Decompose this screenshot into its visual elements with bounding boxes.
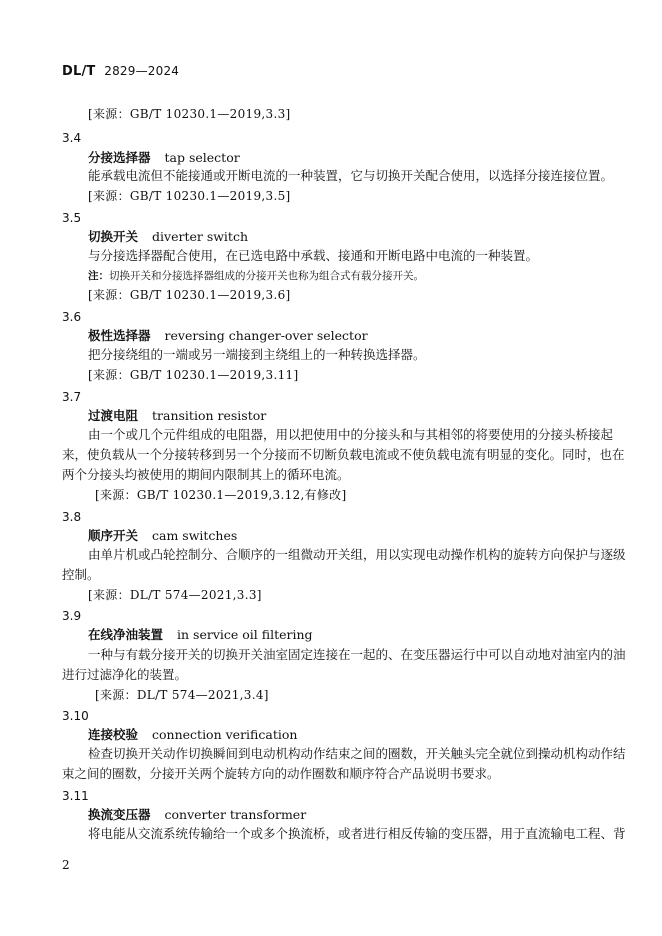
- clause-number: 3.10: [62, 709, 89, 723]
- term-zh: 连接校验: [88, 727, 139, 742]
- definition: 检查切换开关动作切换瞬间到电动机构动作结束之间的圈数，开关触头完全就位到操动机构动作结: [88, 746, 626, 761]
- note-label: 注：: [88, 270, 109, 282]
- definition: 能承载电流但不能接通或开断电流的一种装置，它与切换开关配合使用，以选择分接连接位置。: [88, 168, 614, 183]
- term-zh: 过渡电阻: [88, 408, 139, 423]
- term-en: reversing changer-over selector: [164, 328, 368, 343]
- definition-continued: 控制。: [62, 567, 100, 582]
- standard-number: 2829—2024: [104, 64, 180, 78]
- page-number: 2: [62, 858, 70, 872]
- term-en: transition resistor: [152, 408, 267, 423]
- definition-continued: 两个分接头均被使用的期间内限制其上的循环电流。: [62, 467, 350, 482]
- clause-number: 3.6: [62, 310, 82, 324]
- term-entry: [88, 727, 297, 743]
- term-entry: [88, 328, 368, 344]
- term-zh: 换流变压器: [88, 807, 151, 822]
- term-en: diverter switch: [152, 229, 249, 244]
- term-en: cam switches: [152, 528, 238, 543]
- term-en: in service oil filtering: [177, 627, 313, 642]
- term-zh: 在线净油装置: [88, 627, 164, 642]
- term-entry: [88, 627, 313, 643]
- note: [88, 268, 424, 284]
- definition: 把分接绕组的一端或另一端接到主绕组上的一种转换选择器。: [88, 347, 426, 362]
- term-en: converter transformer: [164, 807, 307, 822]
- definition-continued: 进行过滤净化的装置。: [62, 667, 188, 682]
- term-zh: 极性选择器: [88, 328, 151, 343]
- term-en: tap selector: [164, 150, 240, 165]
- clause-number: 3.8: [62, 510, 82, 524]
- definition: 将电能从交流系统传输给一个或多个换流桥，或者进行相反传输的变压器，用于直流输电工程、背: [88, 826, 626, 841]
- clause-number: 3.4: [62, 131, 82, 145]
- definition: 由一个或几个元件组成的电阻器，用以把使用中的分接头和与其相邻的将要使用的分接头桥接起: [88, 427, 614, 442]
- term-entry: [88, 150, 240, 166]
- term-entry: [88, 807, 306, 823]
- term-entry: [88, 408, 266, 424]
- definition: 与分接选择器配合使用，在已选电路中承载、接通和开断电路中电流的一种装置。: [88, 248, 539, 263]
- clause-number: 3.9: [62, 609, 82, 623]
- source-ref: [来源：GB/T 10230.1—2019,3.3]: [88, 107, 291, 121]
- clause-number: 3.7: [62, 390, 82, 404]
- note-text: 切换开关和分接选择器组成的分接开关也称为组合式有载分接开关。: [109, 270, 424, 282]
- clause-number: 3.11: [62, 789, 89, 803]
- term-entry: [88, 229, 248, 245]
- clause-number: 3.5: [62, 211, 82, 225]
- source-ref: [来源：GB/T 10230.1—2019,3.5]: [88, 189, 291, 203]
- source-ref: [来源：GB/T 10230.1—2019,3.6]: [88, 288, 291, 302]
- source-ref: [来源：GB/T 10230.1—2019,3.11]: [88, 368, 299, 382]
- definition-continued: 来，使负载从一个分接转移到另一个分接而不切断负载电流或不使负载电流有明显的变化。同时，也在: [62, 447, 625, 462]
- source-ref: [来源：GB/T 10230.1—2019,3.12,有修改]: [95, 488, 347, 502]
- term-zh: 顺序开关: [88, 528, 139, 543]
- definition: 由单片机或凸轮控制分、合顺序的一组微动开关组，用以实现电动操作机构的旋转方向保护与逐级: [88, 547, 626, 562]
- term-en: connection verification: [152, 727, 298, 742]
- source-ref: [来源：DL/T 574—2021,3.3]: [88, 588, 262, 602]
- term-zh: 切换开关: [88, 229, 139, 244]
- definition: 一种与有载分接开关的切换开关油室固定连接在一起的、在变压器运行中可以自动地对油室内的油: [88, 647, 626, 662]
- term-zh: 分接选择器: [88, 150, 151, 165]
- standard-code: DL/T: [62, 64, 96, 79]
- term-entry: [88, 528, 237, 544]
- source-ref: [来源：DL/T 574—2021,3.4]: [95, 688, 269, 702]
- definition-continued: 束之间的圈数，分接开关两个旋转方向的动作圈数和顺序符合产品说明书要求。: [62, 766, 500, 781]
